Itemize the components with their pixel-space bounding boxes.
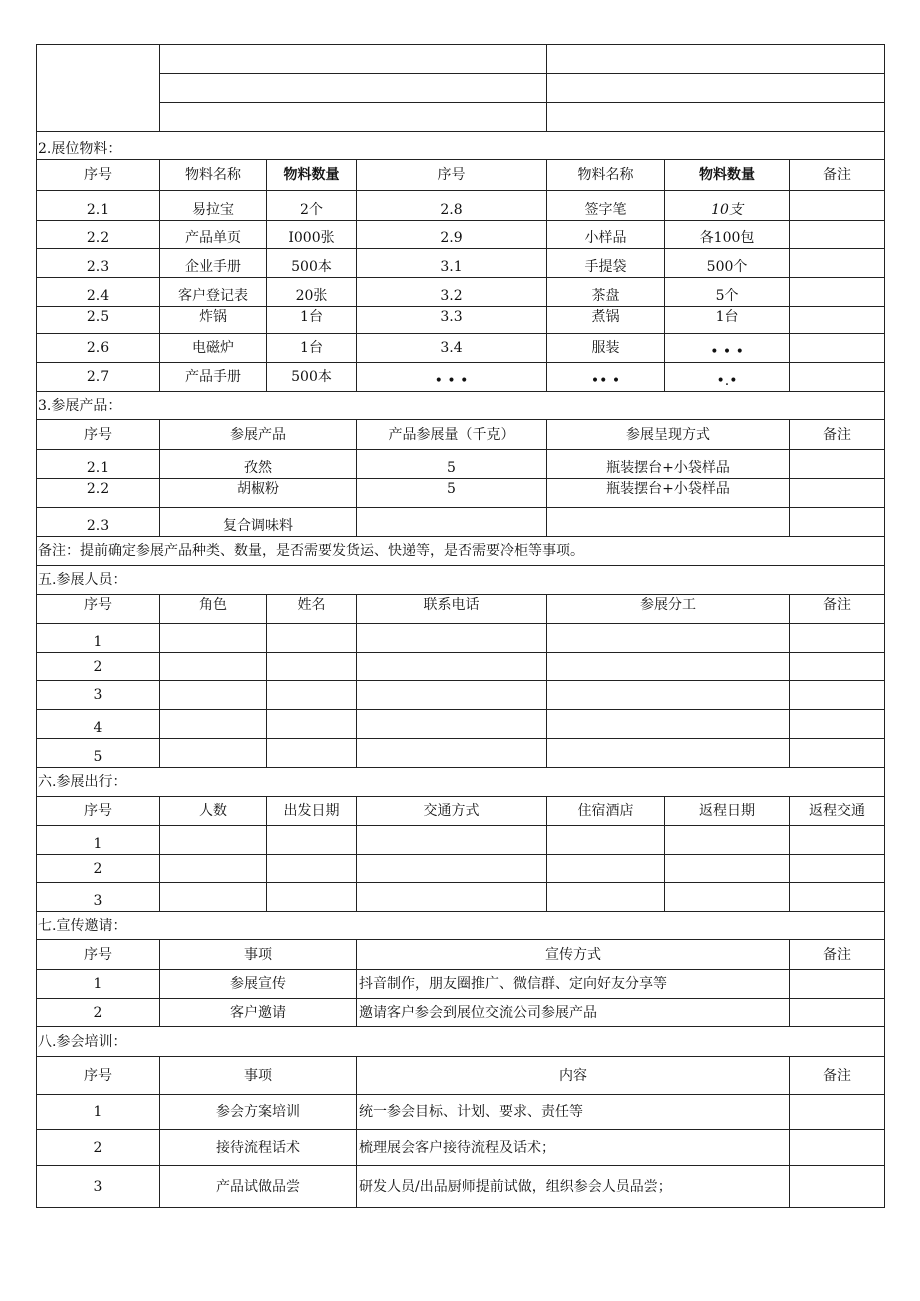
cell [790, 653, 885, 681]
cell [547, 883, 665, 912]
column-header: 序号 [37, 797, 160, 826]
cell: 2.3 [37, 249, 160, 278]
cell: 5个 [665, 278, 790, 307]
cell [790, 307, 885, 334]
top-blank-cell [160, 103, 547, 132]
cell: 2.2 [37, 479, 160, 508]
cell: 2.4 [37, 278, 160, 307]
section-title-materials: 2.展位物料： [37, 132, 885, 160]
cell [267, 855, 357, 883]
column-header: 备注 [790, 1057, 885, 1095]
cell: 企业手册 [160, 249, 267, 278]
column-header: 序号 [357, 160, 547, 191]
cell: 邀请客户参会到展位交流公司参展产品 [357, 999, 790, 1027]
cell: 接待流程话术 [160, 1130, 357, 1166]
table-row [37, 479, 885, 508]
cell [790, 249, 885, 278]
cell: • • • [665, 334, 790, 363]
table-row [37, 508, 885, 537]
cell: 2.2 [37, 221, 160, 249]
cell [267, 826, 357, 855]
cell [547, 710, 790, 739]
cell [357, 653, 547, 681]
cell: 产品手册 [160, 363, 267, 392]
cell: 研发人员/出品厨师提前试做，组织参会人员品尝； [357, 1166, 790, 1208]
plan-table [36, 44, 885, 1208]
cell [547, 624, 790, 653]
cell: 1 [37, 826, 160, 855]
cell [790, 710, 885, 739]
column-header: 序号 [37, 160, 160, 191]
column-header: 物料名称 [160, 160, 267, 191]
cell: 5 [37, 739, 160, 768]
cell [267, 653, 357, 681]
materials-header-row [37, 160, 885, 191]
cell: 500本 [267, 363, 357, 392]
cell: 炸锅 [160, 307, 267, 334]
table-row [37, 883, 885, 912]
cell [160, 826, 267, 855]
products-header-row [37, 420, 885, 450]
cell [160, 710, 267, 739]
column-header: 备注 [790, 595, 885, 624]
cell: 5 [357, 450, 547, 479]
cell [665, 855, 790, 883]
cell: 孜然 [160, 450, 357, 479]
table-row [37, 999, 885, 1027]
cell [160, 653, 267, 681]
cell [160, 883, 267, 912]
cell [790, 855, 885, 883]
cell [790, 1130, 885, 1166]
cell: 复合调味料 [160, 508, 357, 537]
cell [790, 450, 885, 479]
cell: 500个 [665, 249, 790, 278]
table-row [37, 450, 885, 479]
cell [790, 508, 885, 537]
table-row [37, 307, 885, 334]
cell: 2.7 [37, 363, 160, 392]
top-blank-cell [160, 45, 547, 74]
cell: 煮锅 [547, 307, 665, 334]
cell [665, 883, 790, 912]
cell [160, 624, 267, 653]
table-row [37, 624, 885, 653]
cell [790, 1095, 885, 1130]
cell [357, 681, 547, 710]
cell: 2.9 [357, 221, 547, 249]
cell [790, 278, 885, 307]
cell: 2.3 [37, 508, 160, 537]
column-header: 参展呈现方式 [547, 420, 790, 450]
cell [160, 855, 267, 883]
section-title-training: 八.参会培训： [37, 1027, 885, 1057]
section-title-staff: 五.参展人员： [37, 566, 885, 595]
cell [790, 826, 885, 855]
cell: 20张 [267, 278, 357, 307]
cell [267, 681, 357, 710]
column-header: 产品参展量（千克） [357, 420, 547, 450]
column-header: 内容 [357, 1057, 790, 1095]
cell: 3.2 [357, 278, 547, 307]
cell [790, 191, 885, 221]
top-blank-cell [37, 45, 160, 132]
cell: 客户邀请 [160, 999, 357, 1027]
table-row [37, 970, 885, 999]
cell [790, 221, 885, 249]
cell: I000张 [267, 221, 357, 249]
column-header: 联系电话 [357, 595, 547, 624]
cell: 抖音制作，朋友圈推广、微信群、定向好友分享等 [357, 970, 790, 999]
cell: 1 [37, 1095, 160, 1130]
section-title-products: 3.参展产品： [37, 392, 885, 420]
cell: 客户登记表 [160, 278, 267, 307]
section-title-travel: 六.参展出行： [37, 768, 885, 797]
cell [357, 624, 547, 653]
cell: 2.8 [357, 191, 547, 221]
top-blank-cell [160, 74, 547, 103]
column-header: 序号 [37, 595, 160, 624]
column-header: 参展分工 [547, 595, 790, 624]
column-header: 序号 [37, 420, 160, 450]
column-header: 宣传方式 [357, 940, 790, 970]
cell: 2.6 [37, 334, 160, 363]
cell [160, 739, 267, 768]
cell: 2 [37, 855, 160, 883]
cell: 500本 [267, 249, 357, 278]
column-header: 住宿酒店 [547, 797, 665, 826]
table-row [37, 855, 885, 883]
table-row [37, 249, 885, 278]
cell: 瓶装摆台+小袋样品 [547, 479, 790, 508]
cell [790, 1166, 885, 1208]
table-row [37, 1166, 885, 1208]
column-header: 事项 [160, 1057, 357, 1095]
cell: 3.4 [357, 334, 547, 363]
top-blank-cell [547, 45, 885, 74]
cell [547, 826, 665, 855]
cell: 电磁炉 [160, 334, 267, 363]
cell: 2 [37, 1130, 160, 1166]
cell: 统一参会目标、计划、要求、责任等 [357, 1095, 790, 1130]
cell [357, 739, 547, 768]
column-header: 返程日期 [665, 797, 790, 826]
cell: 2个 [267, 191, 357, 221]
cell [790, 334, 885, 363]
cell: 参会方案培训 [160, 1095, 357, 1130]
section-title-promo: 七.宣传邀请： [37, 912, 885, 940]
table-row [37, 1095, 885, 1130]
column-header: 序号 [37, 940, 160, 970]
table-row [37, 826, 885, 855]
column-header: 备注 [790, 940, 885, 970]
column-header: 出发日期 [267, 797, 357, 826]
table-row [37, 681, 885, 710]
cell: 5 [357, 479, 547, 508]
cell: 1 [37, 624, 160, 653]
cell: 2.1 [37, 191, 160, 221]
cell: 2 [37, 653, 160, 681]
cell [267, 624, 357, 653]
cell [790, 479, 885, 508]
products-note: 备注：提前确定参展产品种类、数量，是否需要发货运、快递等，是否需要冷柜等事项。 [37, 537, 885, 566]
cell [790, 970, 885, 999]
cell: 服装 [547, 334, 665, 363]
table-row [37, 653, 885, 681]
cell [547, 855, 665, 883]
cell [547, 653, 790, 681]
cell [357, 710, 547, 739]
cell: •.• [665, 363, 790, 392]
cell [790, 883, 885, 912]
cell [357, 883, 547, 912]
table-row [37, 278, 885, 307]
cell [267, 883, 357, 912]
table-row [37, 1130, 885, 1166]
column-header: 角色 [160, 595, 267, 624]
column-header: 备注 [790, 420, 885, 450]
top-blank-cell [547, 103, 885, 132]
cell: 1 [37, 970, 160, 999]
cell [790, 624, 885, 653]
column-header: 人数 [160, 797, 267, 826]
column-header: 物料数量 [267, 160, 357, 191]
cell [790, 363, 885, 392]
cell: 3 [37, 883, 160, 912]
column-header: 物料名称 [547, 160, 665, 191]
cell: 1台 [267, 307, 357, 334]
cell: 胡椒粉 [160, 479, 357, 508]
cell [357, 826, 547, 855]
travel-header-row [37, 797, 885, 826]
training-header-row [37, 1057, 885, 1095]
staff-header-row [37, 595, 885, 624]
column-header: 交通方式 [357, 797, 547, 826]
cell: 10支 [665, 191, 790, 221]
cell: 2.5 [37, 307, 160, 334]
table-row [37, 191, 885, 221]
promo-header-row [37, 940, 885, 970]
cell: • • • [357, 363, 547, 392]
cell [357, 855, 547, 883]
cell: 手提袋 [547, 249, 665, 278]
column-header: 姓名 [267, 595, 357, 624]
table-row [37, 739, 885, 768]
column-header: 备注 [790, 160, 885, 191]
cell: 签字笔 [547, 191, 665, 221]
cell [547, 739, 790, 768]
table-row [37, 334, 885, 363]
cell: 各100包 [665, 221, 790, 249]
cell: 4 [37, 710, 160, 739]
cell: 1台 [665, 307, 790, 334]
cell [547, 681, 790, 710]
cell: 参展宣传 [160, 970, 357, 999]
cell: 3 [37, 681, 160, 710]
cell: 瓶装摆台+小袋样品 [547, 450, 790, 479]
cell [790, 739, 885, 768]
column-header: 参展产品 [160, 420, 357, 450]
column-header: 事项 [160, 940, 357, 970]
document-page [36, 44, 885, 1208]
column-header: 序号 [37, 1057, 160, 1095]
cell [790, 681, 885, 710]
cell: 3 [37, 1166, 160, 1208]
cell: 3.3 [357, 307, 547, 334]
cell [790, 999, 885, 1027]
cell: 小样品 [547, 221, 665, 249]
top-blank-cell [547, 74, 885, 103]
cell [160, 681, 267, 710]
cell: 2.1 [37, 450, 160, 479]
cell [665, 826, 790, 855]
cell: •• • [547, 363, 665, 392]
cell [357, 508, 547, 537]
column-header: 返程交通 [790, 797, 885, 826]
cell: 茶盘 [547, 278, 665, 307]
cell: 产品试做品尝 [160, 1166, 357, 1208]
table-row [37, 710, 885, 739]
cell: 1台 [267, 334, 357, 363]
table-row [37, 221, 885, 249]
cell [547, 508, 790, 537]
cell: 3.1 [357, 249, 547, 278]
cell [267, 710, 357, 739]
table-row [37, 363, 885, 392]
cell: 易拉宝 [160, 191, 267, 221]
column-header: 物料数量 [665, 160, 790, 191]
cell [267, 739, 357, 768]
cell: 梳理展会客户接待流程及话术； [357, 1130, 790, 1166]
cell: 产品单页 [160, 221, 267, 249]
cell: 2 [37, 999, 160, 1027]
